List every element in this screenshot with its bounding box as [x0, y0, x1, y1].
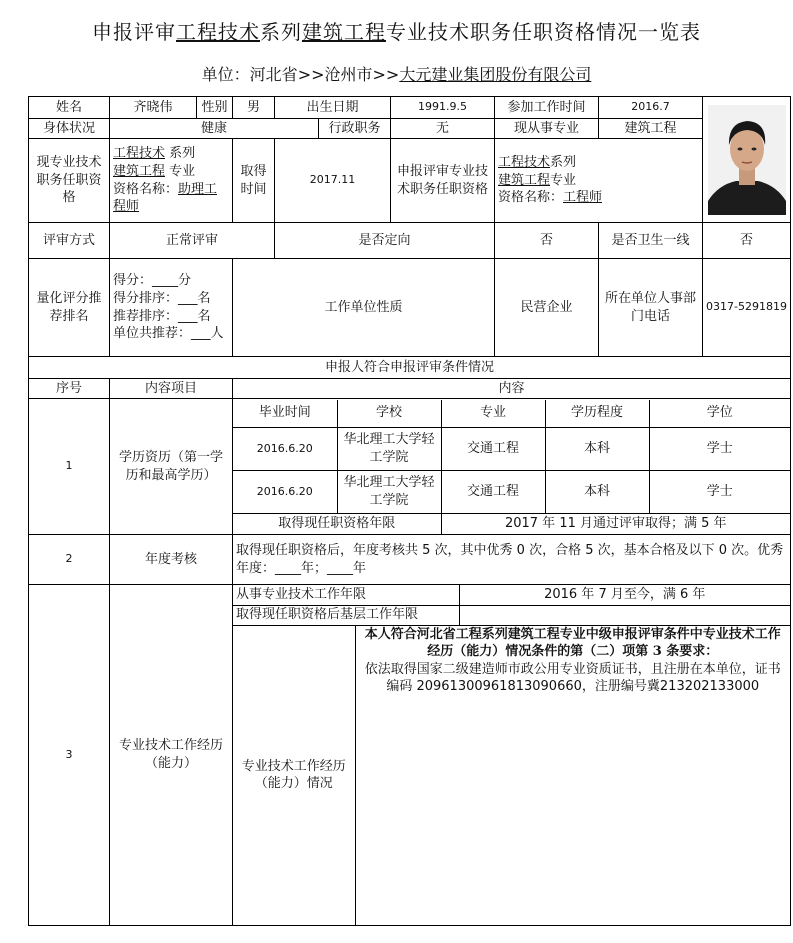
edu-header-grad-time: 毕业时间 — [233, 400, 337, 428]
apply-series: 工程技术 — [498, 155, 551, 171]
experience-detail — [355, 625, 790, 925]
education-content — [233, 399, 791, 535]
condition-text: 依法取得国家二级建造师市政公用专业资质证书，且注册在本单位，证书编码 20961300961813090660，注册编号冀213202133000 — [364, 661, 781, 695]
experience-table — [233, 585, 790, 925]
current-series: 工程技术 — [113, 146, 166, 162]
unit-line — [0, 62, 793, 85]
obtain-time-value: 2017.11 — [275, 139, 391, 223]
qual-years-value: 2017 年 11 月通过评审取得；满 5 年 — [441, 514, 790, 534]
unit-separator: >> — [372, 65, 400, 84]
table-row — [233, 471, 790, 514]
edu-header-major: 专业 — [441, 400, 545, 428]
hr-phone-label: 所在单位人事部门电话 — [599, 259, 703, 357]
col-header-item: 内容项目 — [110, 379, 233, 399]
unit-nature-value: 民营企业 — [495, 259, 599, 357]
current-title-label: 资格名称： — [113, 181, 179, 197]
current-title: 助理工程师 — [113, 181, 218, 215]
name-value: 齐晓伟 — [110, 97, 197, 119]
quant-score-values — [110, 259, 233, 357]
edu-header-school: 学校 — [337, 400, 441, 428]
title-series: 工程技术 — [176, 20, 260, 44]
edu-header-degree: 学位 — [649, 400, 790, 428]
unit-separator: >> — [297, 65, 325, 84]
health-label: 身体状况 — [29, 119, 110, 139]
experience-item-label: 专业技术工作经历（能力） — [110, 585, 233, 926]
score-rank-line: 得分排序：___名 — [113, 290, 211, 306]
edu-grad-time: 2016.6.20 — [233, 471, 337, 514]
current-series-suffix: 系列 — [165, 146, 196, 162]
annual-review-text: 取得现任职资格后，年度考核共 5 次，其中优秀 0 次，合格 5 次，基本合格及以下 0 次。优秀年度：____年；____年 — [233, 535, 791, 585]
major-value: 建筑工程 — [599, 119, 703, 139]
annual-review-label: 年度考核 — [110, 535, 233, 585]
post-value: 无 — [391, 119, 495, 139]
apply-series-suffix: 系列 — [550, 155, 577, 171]
grassroots-years-label: 取得现任职资格后基层工作年限 — [233, 605, 459, 625]
post-label: 行政职务 — [319, 119, 391, 139]
row-no-3: 3 — [29, 585, 110, 926]
title-prefix: 申报评审 — [92, 20, 176, 44]
unit-province: 河北省 — [249, 65, 298, 84]
edu-school: 华北理工大学轻工学院 — [337, 471, 441, 514]
health-line-value: 否 — [703, 223, 791, 259]
edu-level: 本科 — [545, 428, 649, 471]
education-item-label: 学历资历（第一学历和最高学历） — [110, 399, 233, 535]
directed-label: 是否定向 — [275, 223, 495, 259]
gender-value: 男 — [233, 97, 275, 119]
edu-school: 华北理工大学轻工学院 — [337, 428, 441, 471]
applicant-photo — [708, 105, 786, 215]
title-series-suffix: 系列 — [260, 20, 302, 44]
unit-company: 大元建业集团股份有限公司 — [399, 65, 592, 84]
row-no-1: 1 — [29, 399, 110, 535]
table-row — [233, 428, 790, 471]
work-start-value: 2016.7 — [599, 97, 703, 119]
photo-cell — [703, 97, 791, 223]
section-title: 申报人符合申报评审条件情况 — [29, 357, 791, 379]
apply-title-label: 资格名称： — [498, 190, 564, 206]
experience-content — [233, 585, 791, 926]
health-value: 健康 — [110, 119, 319, 139]
name-label: 姓名 — [29, 97, 110, 119]
directed-value: 否 — [495, 223, 599, 259]
col-header-no: 序号 — [29, 379, 110, 399]
obtain-time-label: 取得时间 — [233, 139, 275, 223]
quant-score-label: 量化评分推荐排名 — [29, 259, 110, 357]
edu-header-level: 学历程度 — [545, 400, 649, 428]
recommend-rank-line: 推荐排序：___名 — [113, 308, 211, 324]
apply-title: 工程师 — [563, 190, 603, 206]
current-field-suffix: 专业 — [165, 163, 196, 179]
document-title — [0, 16, 793, 45]
health-line-label: 是否卫生一线 — [599, 223, 703, 259]
major-label: 现从事专业 — [495, 119, 599, 139]
edu-level: 本科 — [545, 471, 649, 514]
edu-grad-time: 2016.6.20 — [233, 428, 337, 471]
apply-qualification-label: 申报评审专业技术职务任职资格 — [391, 139, 495, 223]
dob-value: 1991.9.5 — [391, 97, 495, 119]
row-no-2: 2 — [29, 535, 110, 585]
apply-field-suffix: 专业 — [550, 172, 577, 188]
current-qualification-label: 现专业技术职务任职资格 — [29, 139, 110, 223]
edu-degree: 学士 — [649, 471, 790, 514]
condition-heading: 本人符合河北省工程系列建筑工程专业中级申报评审条件中专业技术工作经历（能力）情况条件的第（二）项第 3 条要求： — [364, 626, 781, 660]
total-recommend-line: 单位共推荐：___人 — [113, 326, 224, 342]
unit-city: 沧州市 — [324, 65, 373, 84]
qualification-table — [28, 96, 791, 926]
apply-field: 建筑工程 — [498, 172, 551, 188]
education-table — [233, 400, 790, 534]
experience-detail-label: 专业技术工作经历（能力）情况 — [233, 625, 355, 925]
apply-qualification-value — [495, 139, 703, 223]
title-suffix: 专业技术职务任职资格情况一览表 — [386, 20, 701, 44]
work-start-label: 参加工作时间 — [495, 97, 599, 119]
score-line: 得分：____分 — [113, 273, 192, 289]
edu-major: 交通工程 — [441, 471, 545, 514]
edu-major: 交通工程 — [441, 428, 545, 471]
col-header-content: 内容 — [233, 379, 791, 399]
work-years-label: 从事专业技术工作年限 — [233, 585, 459, 605]
title-field: 建筑工程 — [302, 20, 386, 44]
hr-phone-value: 0317-5291819 — [703, 259, 791, 357]
work-years-value: 2016 年 7 月至今，满 6 年 — [459, 585, 790, 605]
gender-label: 性别 — [197, 97, 233, 119]
review-method-value: 正常评审 — [110, 223, 275, 259]
grassroots-years-value — [459, 605, 790, 625]
edu-degree: 学士 — [649, 428, 790, 471]
current-qualification-value — [110, 139, 233, 223]
qual-years-label: 取得现任职资格年限 — [233, 514, 441, 534]
review-method-label: 评审方式 — [29, 223, 110, 259]
unit-label: 单位： — [201, 65, 250, 84]
unit-nature-label: 工作单位性质 — [233, 259, 495, 357]
current-field: 建筑工程 — [113, 163, 166, 179]
dob-label: 出生日期 — [275, 97, 391, 119]
